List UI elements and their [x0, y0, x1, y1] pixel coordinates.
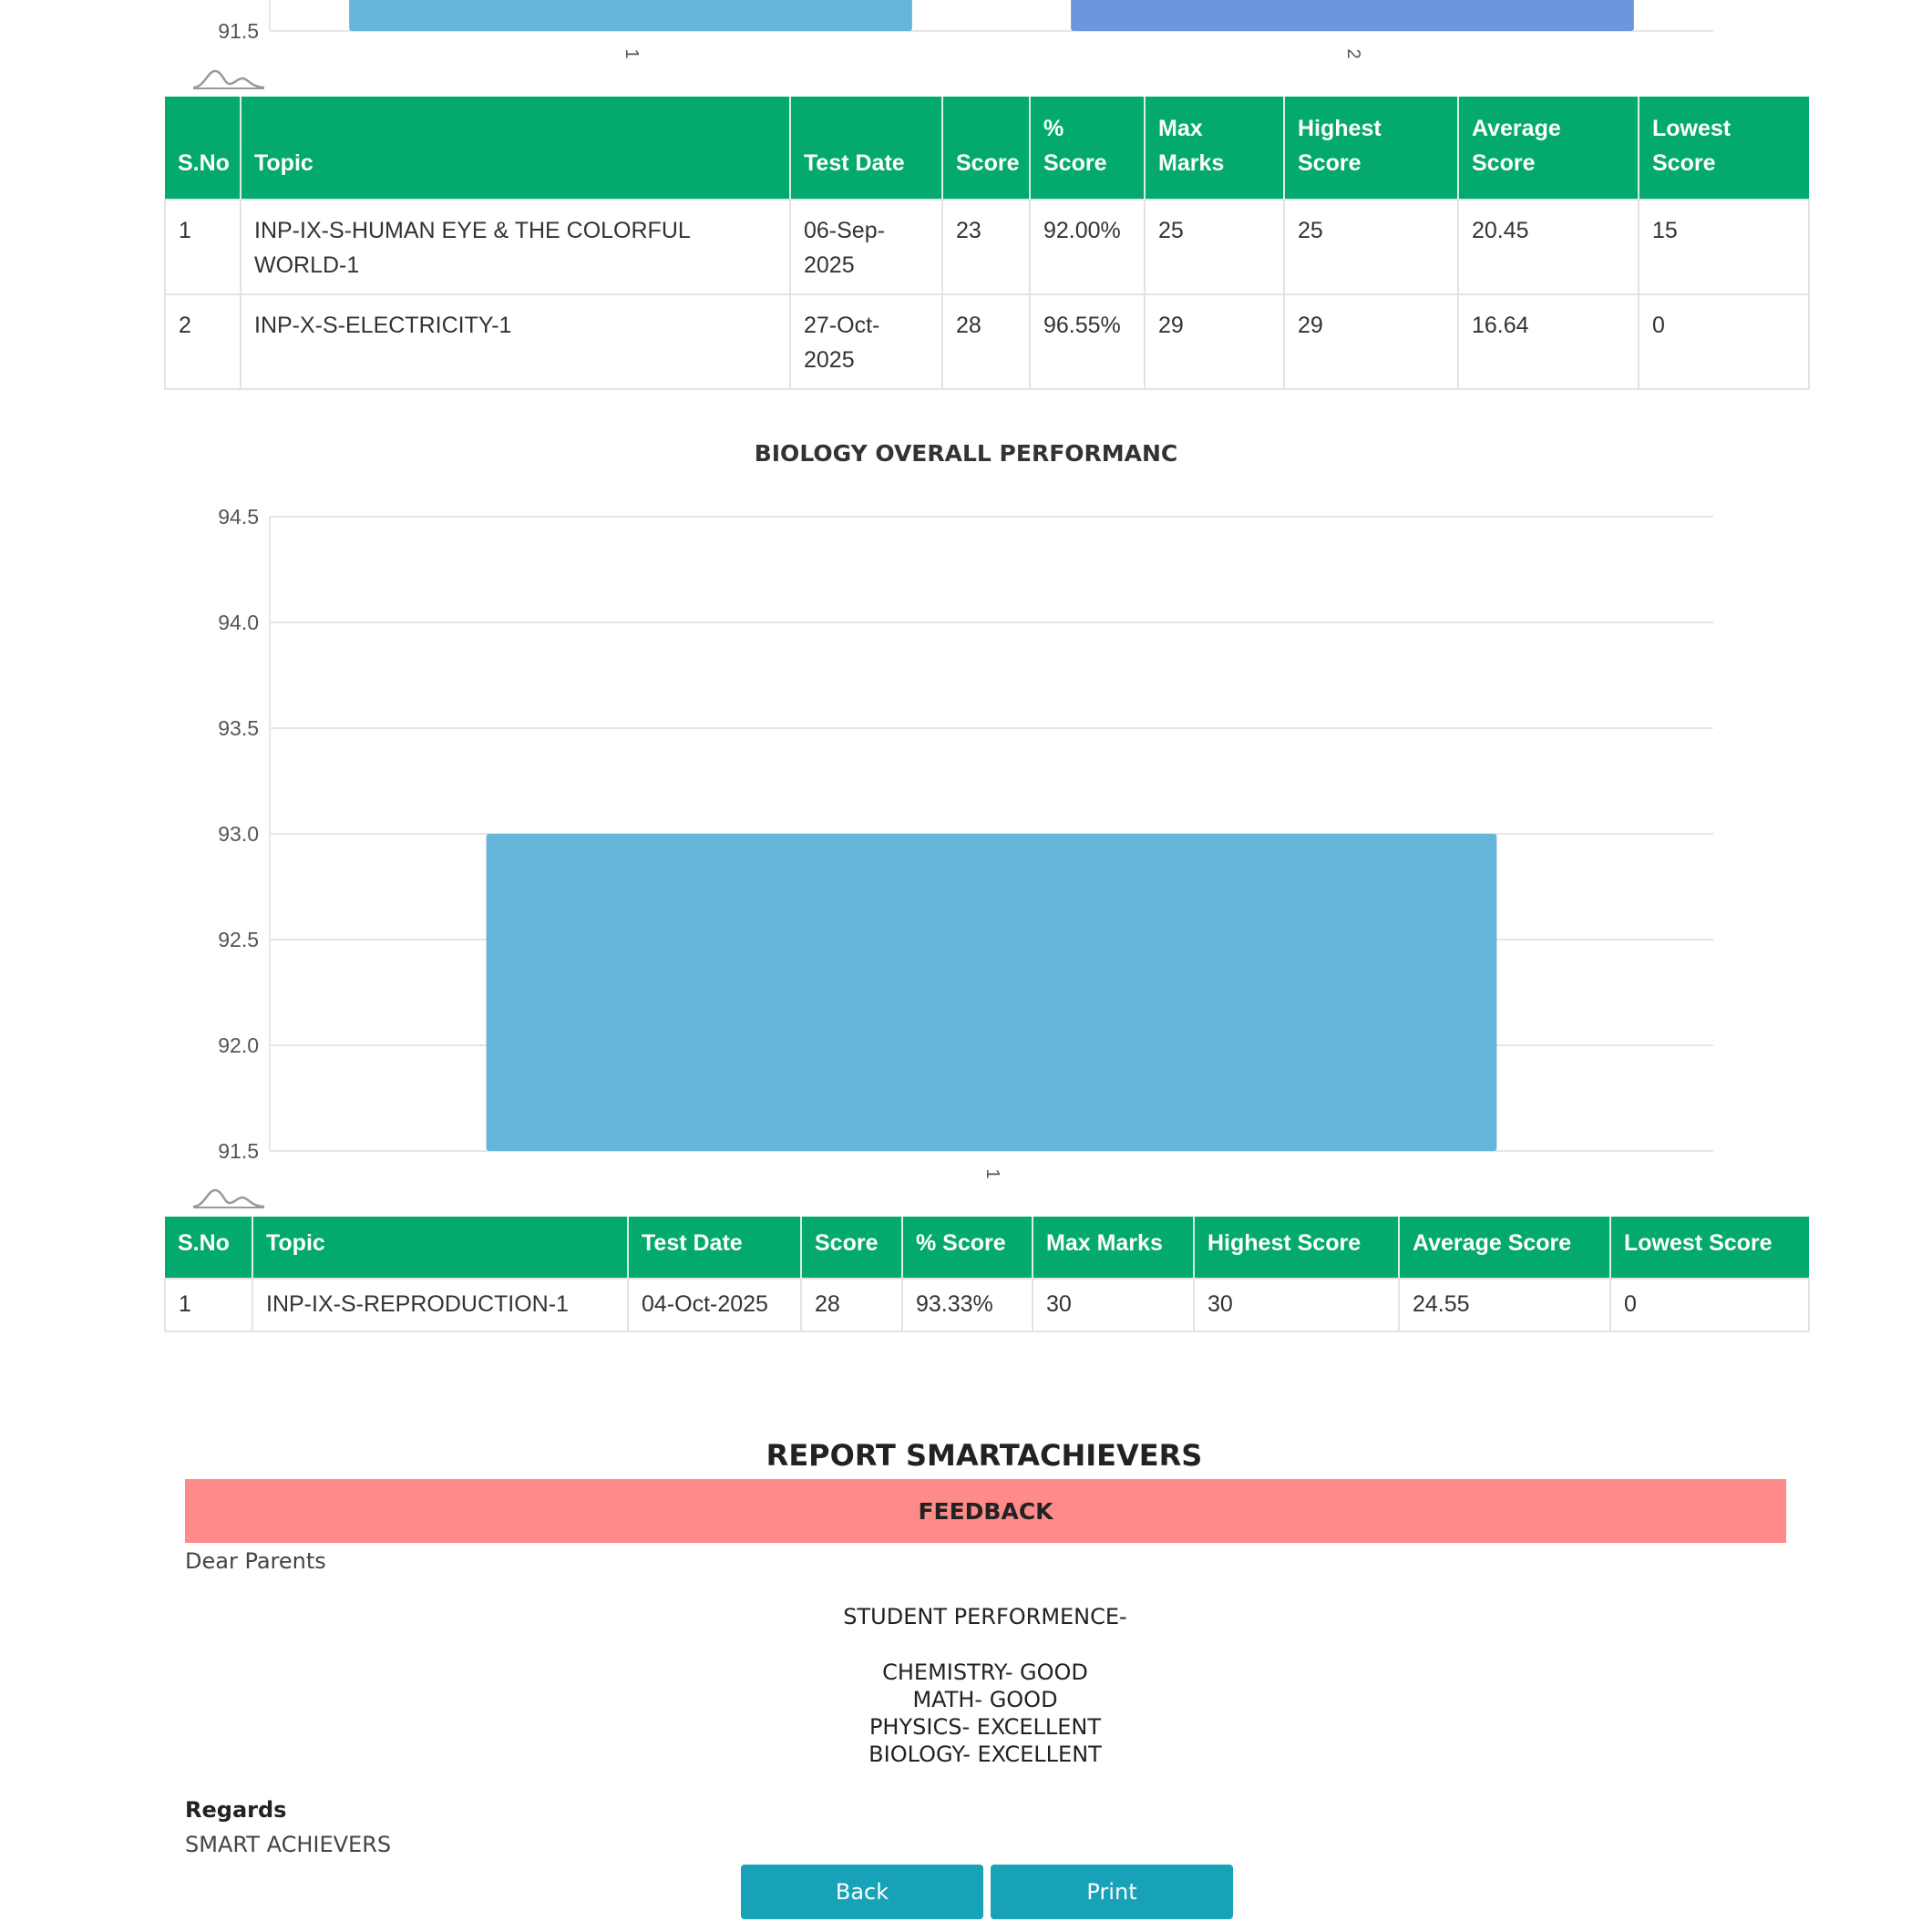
- cell-highest-score: 29: [1284, 294, 1458, 389]
- cell-max-marks: 30: [1033, 1279, 1194, 1331]
- performance-line: BIOLOGY- EXCELLENT: [868, 1742, 1102, 1767]
- x-tick-label: 1: [622, 48, 642, 59]
- cell-topic: INP-X-S-ELECTRICITY-1: [241, 294, 790, 389]
- cell-test-date: 06-Sep- 2025: [790, 200, 942, 294]
- bell-curve-icon[interactable]: [191, 66, 266, 91]
- col-pct-score: % Score: [1030, 97, 1145, 200]
- cell-lowest-score: 0: [1639, 294, 1809, 389]
- x-tick-label: 1: [982, 1168, 1002, 1179]
- y-tick-label: 93.0: [218, 822, 259, 846]
- bar-1[interactable]: [487, 834, 1497, 1151]
- col-highest-score: Highest Score: [1194, 1217, 1399, 1279]
- cell-average-score: 24.55: [1399, 1279, 1610, 1331]
- cell-lowest-score: 0: [1610, 1279, 1809, 1331]
- cell-topic: INP-IX-S-HUMAN EYE & THE COLORFUL WORLD-1: [241, 200, 790, 294]
- bell-curve-icon[interactable]: [191, 1185, 266, 1210]
- table-header-row: [165, 1217, 1809, 1279]
- col-test-date: Test Date: [628, 1217, 801, 1279]
- bar-1[interactable]: [349, 0, 912, 31]
- col-max-marks: Max Marks: [1033, 1217, 1194, 1279]
- col-highest-score: Highest Score: [1284, 97, 1458, 200]
- col-lowest-score: Lowest Score: [1639, 97, 1809, 200]
- chart-2-title: BIOLOGY OVERALL PERFORMANC: [754, 440, 1178, 467]
- col-pct-score: % Score: [902, 1217, 1033, 1279]
- col-topic: Topic: [241, 97, 790, 200]
- table-row: [165, 200, 1809, 294]
- performance-table-1: [164, 97, 1810, 390]
- performance-line: CHEMISTRY- GOOD: [882, 1660, 1088, 1685]
- cell-sno: 2: [165, 294, 241, 389]
- chart-1: [0, 0, 1932, 73]
- back-button[interactable]: Back: [741, 1865, 983, 1919]
- performance-table-2: [164, 1217, 1810, 1332]
- report-title: REPORT SMARTACHIEVERS: [766, 1438, 1203, 1473]
- y-tick-label: 93.5: [218, 716, 259, 740]
- regards-label: Regards: [185, 1797, 287, 1823]
- cell-highest-score: 25: [1284, 200, 1458, 294]
- table-row: [165, 1279, 1809, 1331]
- bar-2[interactable]: [1071, 0, 1634, 31]
- cell-score: 28: [801, 1279, 902, 1331]
- cell-test-date: 04-Oct-2025: [628, 1279, 801, 1331]
- col-sno: S.No: [165, 1217, 252, 1279]
- cell-score: 23: [942, 200, 1030, 294]
- col-test-date: Test Date: [790, 97, 942, 200]
- col-average-score: Average Score: [1399, 1217, 1610, 1279]
- y-tick-label: 92.0: [218, 1033, 259, 1057]
- cell-score: 28: [942, 294, 1030, 389]
- col-topic: Topic: [252, 1217, 628, 1279]
- col-average-score: Average Score: [1458, 97, 1639, 200]
- y-tick-label: 94.5: [218, 505, 259, 529]
- cell-highest-score: 30: [1194, 1279, 1399, 1331]
- cell-pct-score: 92.00%: [1030, 200, 1145, 294]
- cell-max-marks: 25: [1145, 200, 1284, 294]
- cell-average-score: 16.64: [1458, 294, 1639, 389]
- greeting-text: Dear Parents: [185, 1548, 326, 1574]
- col-score: Score: [801, 1217, 902, 1279]
- performance-heading: STUDENT PERFORMENCE-: [843, 1604, 1127, 1629]
- cell-test-date: 27-Oct- 2025: [790, 294, 942, 389]
- cell-sno: 1: [165, 200, 241, 294]
- cell-pct-score: 96.55%: [1030, 294, 1145, 389]
- cell-topic: INP-IX-S-REPRODUCTION-1: [252, 1279, 628, 1331]
- cell-average-score: 20.45: [1458, 200, 1639, 294]
- feedback-banner: FEEDBACK: [185, 1479, 1786, 1543]
- table-row: [165, 294, 1809, 389]
- y-tick-label: 94.0: [218, 611, 259, 634]
- cell-pct-score: 93.33%: [902, 1279, 1033, 1331]
- x-tick-label: 2: [1343, 48, 1363, 59]
- signature-text: SMART ACHIEVERS: [185, 1832, 392, 1857]
- col-max-marks: Max Marks: [1145, 97, 1284, 200]
- cell-max-marks: 29: [1145, 294, 1284, 389]
- col-lowest-score: Lowest Score: [1610, 1217, 1809, 1279]
- print-button[interactable]: Print: [991, 1865, 1233, 1919]
- cell-lowest-score: 15: [1639, 200, 1809, 294]
- performance-line: MATH- GOOD: [912, 1687, 1058, 1712]
- y-tick-label: 91.5: [218, 19, 259, 43]
- table-header-row: [165, 97, 1809, 200]
- performance-line: PHYSICS- EXCELLENT: [868, 1714, 1102, 1740]
- col-sno: S.No: [165, 97, 241, 200]
- y-tick-label: 92.5: [218, 928, 259, 951]
- chart-2: [0, 492, 1932, 1185]
- col-score: Score: [942, 97, 1030, 200]
- cell-sno: 1: [165, 1279, 252, 1331]
- y-tick-label: 91.5: [218, 1139, 259, 1163]
